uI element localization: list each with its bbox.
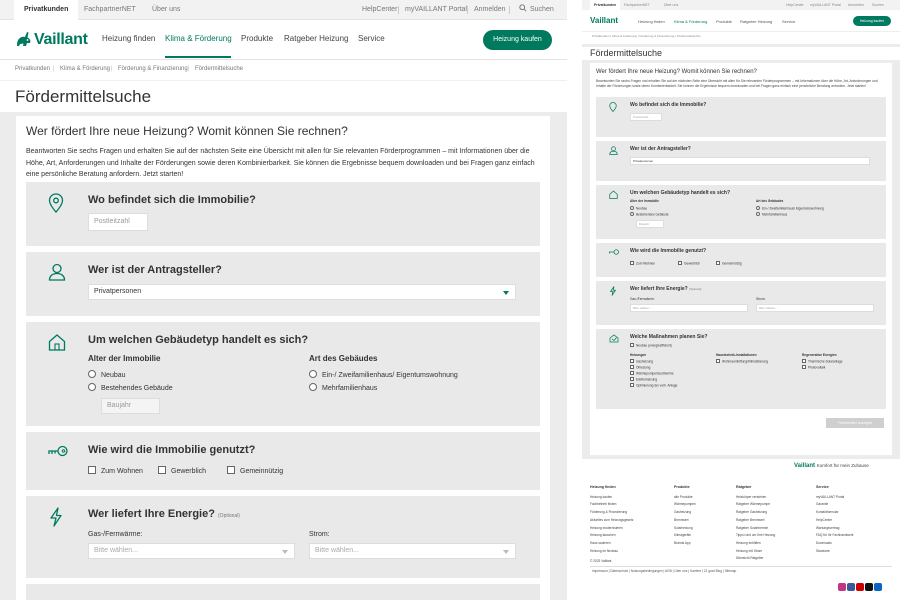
footer-link[interactable]: Haus sanieren [590, 540, 611, 545]
mini-section-usage [596, 243, 886, 277]
mini-age-label [630, 199, 659, 203]
nav-klima-foerderung[interactable]: Klima & Förderung [165, 34, 232, 43]
footer-link[interactable]: Fachbetrieb finden [590, 502, 617, 507]
mini-checkbox [630, 383, 634, 387]
breadcrumb-item[interactable]: Klima & Förderung [60, 66, 111, 72]
radio-mehrfamilienhaus[interactable] [309, 383, 377, 392]
checkbox-gewerblich[interactable] [158, 466, 206, 475]
mini-applicant-select[interactable]: Privatpersonen [630, 157, 870, 165]
footer-link[interactable]: HelpCenter [816, 517, 833, 522]
mini-radio-label: Bestehendes Gebäude [636, 212, 669, 217]
checkbox-box [227, 466, 235, 474]
footer-link[interactable]: Downloads [816, 540, 832, 545]
mini-year-input[interactable]: Baujahr [636, 220, 664, 228]
radio-circle [88, 370, 96, 378]
footer-link[interactable]: Brennwert [674, 517, 689, 522]
mini-heating-title [630, 353, 646, 357]
mini-radio-efh[interactable] [756, 206, 824, 211]
footer-column-title: Ratgeber [736, 485, 752, 489]
mini-nav-produkte[interactable]: Produkte [716, 19, 733, 24]
power-label: Strom: [309, 531, 330, 538]
mini-form-card [590, 63, 892, 455]
radio-circle [309, 383, 317, 391]
footer-link[interactable]: Aktuelles zum Heizungsgesetz [590, 517, 634, 522]
optional-tag: (Optional) [218, 513, 240, 519]
footer-column-title: Heizung finden [590, 485, 616, 489]
nav-heizung-finden[interactable]: Heizung finden [102, 34, 156, 43]
footer-legal-link[interactable]: Datenschutz [610, 569, 629, 573]
mini-form-intro: Beantworten Sie sechs Fragen und erhalten Sie auf der nächsten Seite eine Übersicht mit allen für Sie relevanten Förderprogrammen – mit Informationen über die Höhe, Art, Anforderungen und Inhalte der Förderungen sowie deren Kombinierbarkeit. Sie können die Ergebnisse bequem downloaden und bei Fragen ganz einfach eine persönliche Beratung anfordern. Jetzt starten! [596, 79, 878, 88]
mini-portal-link[interactable]: myVAILLANT Portal [810, 3, 841, 7]
footer-slogan-text: Komfort für mein Zuhause [816, 463, 869, 468]
divider [398, 6, 399, 14]
chevron-down-icon [503, 291, 509, 295]
mini-radio-circle [630, 206, 634, 210]
instagram-icon[interactable] [838, 583, 846, 591]
mini-checkbox [802, 365, 806, 369]
section-title [88, 508, 240, 520]
footer-legal-link[interactable]: Über uns [674, 569, 688, 573]
mini-lightning-icon [609, 286, 617, 296]
mini-radio-label: Ein-/ Zweifamilienhaus/ Eigentumswohnung [762, 206, 824, 211]
mini-check-measure[interactable] [802, 359, 843, 364]
mini-person-icon [609, 146, 618, 155]
mini-check-measure[interactable] [802, 365, 825, 370]
mini-radio-circle [756, 206, 760, 210]
building-type-label: Art des Gebäudes [309, 354, 378, 363]
mini-check-neubau[interactable] [630, 343, 672, 348]
section-title: Wo befindet sich die Immobilie? [88, 194, 256, 206]
search-label: Suchen [530, 6, 554, 13]
mini-radio-label: Mehrfamilienhaus [762, 212, 788, 217]
search-icon [519, 4, 527, 12]
footer-legal-link[interactable]: 21 grad Blog [703, 569, 722, 573]
mini-renewable-title [802, 353, 837, 357]
mini-check-label: Neubau (energieeffizient) [636, 343, 672, 348]
footer-column-title: Service [816, 485, 829, 489]
mini-section-measures [596, 329, 886, 409]
checkbox-label: Zum Wohnen [101, 468, 143, 475]
footer-link[interactable]: Ratgeber Brennwert [736, 517, 765, 522]
page-title: Fördermittelsuche [15, 87, 152, 106]
hare-logo-icon [14, 30, 34, 50]
mini-heizung-kaufen-button[interactable]: Heizung kaufen [853, 16, 891, 26]
footer-link[interactable]: Solarheizung [674, 525, 693, 530]
mini-check-label: Elektroheizung [636, 377, 658, 382]
mini-breadcrumb-item[interactable]: Förderung & Finanzierung [639, 34, 675, 38]
mini-type-label [756, 199, 783, 203]
mini-radio-circle [630, 212, 634, 216]
checkbox-gemeinnuetzig[interactable] [227, 466, 283, 475]
mini-check-measure[interactable] [630, 371, 674, 376]
mini-measures-icon [609, 334, 619, 343]
footer-link[interactable]: myVAILLANT Portal [816, 494, 845, 499]
mini-nav-ratgeber[interactable]: Ratgeber Heizung [740, 19, 773, 24]
mini-check-measure[interactable] [630, 365, 650, 370]
checkbox-label: Gewerblich [171, 468, 207, 475]
breadcrumb-separator: | [53, 66, 55, 72]
breadcrumb-item[interactable]: Förderung & Finanzierung [118, 66, 188, 72]
main-header [0, 20, 567, 60]
mini-tech-title [716, 353, 757, 357]
mini-check-measure[interactable] [630, 359, 653, 364]
youtube-icon[interactable] [856, 583, 864, 591]
mini-nav-klima-foerderung[interactable]: Klima & Förderung [674, 19, 708, 24]
footer-link[interactable]: Heizkörper verstehen [736, 494, 767, 499]
mini-radio-neubau[interactable] [630, 206, 647, 211]
breadcrumb-item[interactable]: Privatkunden [15, 66, 51, 72]
tab-privatkunden[interactable]: Privatkunden [14, 0, 78, 20]
mini-check-label: Gasheizung [636, 359, 654, 364]
mini-tab-privatkunden[interactable]: Privatkunden [590, 0, 620, 10]
mini-radio-circle [756, 212, 760, 216]
mini-checkbox [630, 371, 634, 375]
mini-title-bar [582, 47, 900, 60]
mini-login-link[interactable]: Anmelden [848, 3, 864, 7]
mini-checkbox [630, 359, 634, 363]
nav-ratgeber-heizung[interactable]: Ratgeber Heizung [284, 34, 349, 43]
footer-link[interactable]: Klimageräte [674, 533, 692, 538]
mini-tab-fachpartnernet[interactable]: FachpartnerNET [624, 3, 650, 7]
mini-vaillant-logo[interactable]: Vaillant [590, 16, 619, 25]
mini-section-title: Um welchen Gebäudetyp handelt es sich? [630, 190, 731, 196]
mini-checkbox [678, 261, 682, 265]
footer-link[interactable]: FAQ für Ihr Fachhandwerk [816, 533, 854, 538]
divider [467, 6, 468, 14]
footer-link[interactable]: Ratgeber Solarthermie [736, 525, 769, 530]
mini-location-icon [609, 102, 617, 112]
breadcrumb-separator: | [111, 66, 113, 72]
footer-link[interactable]: Ratgeber Gasheizung [736, 510, 768, 515]
footer-link[interactable]: Heizung kaufen [590, 494, 613, 499]
mini-check-label: Wohnraumlüftung/Klimatisierung [722, 359, 769, 364]
mini-key-icon [609, 249, 619, 255]
person-icon [48, 263, 66, 281]
mini-house-icon [609, 190, 618, 199]
mini-checkbox [630, 343, 634, 347]
mini-top-bar [582, 0, 900, 10]
mini-section-title: Welche Maßnahmen planen Sie? [630, 334, 708, 340]
linkedin-icon[interactable] [874, 583, 882, 591]
mini-breadcrumb: Privatkunden | Klima & Förderung | Förderung & Finanzierung | Fördermittelsuche [592, 34, 701, 38]
mini-breadcrumb-item[interactable]: Klima & Förderung [611, 34, 637, 38]
applicant-select[interactable] [88, 284, 516, 300]
mini-checkbox [630, 261, 634, 265]
mini-nav-heizung-finden[interactable]: Heizung finden [638, 19, 665, 24]
tab-ueber-uns[interactable]: Über uns [152, 6, 181, 13]
location-pin-icon [48, 193, 64, 213]
footer-link[interactable]: Heizung mit Strom [736, 548, 763, 553]
helpcenter-link[interactable]: HelpCenter [362, 6, 398, 13]
mini-gas-select[interactable]: Bitte wählen... [630, 304, 748, 312]
section-usage [26, 432, 540, 490]
social-links [838, 578, 883, 596]
footer-brand: Vaillant [794, 463, 816, 469]
section-title: Wie wird die Immobilie genutzt? [88, 444, 256, 456]
power-supplier-placeholder: Bitte wählen... [315, 547, 359, 554]
section-title-text: Wer liefert Ihre Energie? [88, 508, 215, 520]
mini-check-measure[interactable] [716, 359, 768, 364]
form-intro: Beantworten Sie sechs Fragen und erhalten Sie auf der nächsten Seite eine Übersicht mit allen für Sie relevanten Förderprogrammen – mit Informationen über die Höhe, Art, Anforderungen und Inhalte der Förderungen sowie deren Kombinierbarkeit. Sie können die Ergebnisse bequem downloaden und bei Fragen ganz einfach eine persönliche Beratung anfordern. Jetzt starten! [26, 148, 535, 178]
footer-link[interactable]: alle Produkte [674, 494, 693, 499]
footer-link[interactable]: Förderung & Finanzierung [590, 510, 628, 515]
mini-check-measure[interactable] [630, 383, 677, 388]
building-age-label: Alter der Immobilie [88, 354, 161, 363]
applicant-select-value: Privatpersonen [94, 288, 142, 295]
mini-check-label: Ölheizung [636, 365, 651, 370]
mini-renewable-title-text: Regenerative Energien [802, 353, 837, 357]
mini-checkbox [802, 359, 806, 363]
footer-column [736, 484, 775, 563]
mini-power-label: Strom: [756, 297, 766, 301]
mini-nav-service[interactable]: Service [782, 19, 796, 24]
top-utility-bar [0, 0, 567, 20]
mini-check-label: Gemeinnützig [722, 261, 742, 266]
mini-section-building [596, 185, 886, 239]
heizung-kaufen-button[interactable]: Heizung kaufen [483, 30, 552, 50]
section-measures-partial [26, 584, 540, 600]
myvaillant-portal-link[interactable]: myVAILLANT Portal [405, 6, 467, 13]
footer-link[interactable]: Standorte [816, 548, 830, 553]
section-building-type [26, 322, 540, 426]
radio-neubau[interactable] [88, 370, 126, 379]
mini-check-gemeinnuetzig[interactable] [716, 261, 742, 266]
mini-check-label: Gewerblich [684, 261, 700, 266]
footer-legal-links: Impressum | Datenschutz | Nutzungsbedingungen | AGB | Über uns | Karriere | 21 grad Blog | Sitemap [592, 569, 737, 573]
mini-postal-input[interactable]: Postleitzahl [630, 113, 662, 121]
mini-page-title: Fördermittelsuche [590, 48, 663, 58]
section-energy-supplier [26, 496, 540, 578]
mini-check-label: Wärmepumpe/Geothermie [636, 371, 674, 376]
footer-legal-link[interactable]: Karriere [689, 569, 702, 573]
divider [509, 6, 510, 14]
footer-legal-link[interactable]: Nutzungsbedingungen [630, 569, 663, 573]
radio-label: Bestehendes Gebäude [101, 385, 173, 392]
gas-supplier-placeholder: Bitte wählen... [94, 547, 138, 554]
facebook-icon[interactable] [847, 583, 855, 591]
mini-section-title-text: Wer liefert Ihre Energie? [630, 286, 688, 292]
gas-supplier-select[interactable] [88, 543, 295, 559]
chevron-down-icon [282, 550, 288, 554]
show-funding-button[interactable]: Fördermittel anzeigen [826, 418, 884, 428]
footer-link[interactable]: Übersicht Ratgeber [736, 556, 764, 561]
mini-tab-ueber-uns[interactable]: Über uns [664, 3, 679, 7]
search-button[interactable] [519, 0, 554, 20]
footer-link[interactable]: Wärmepumpen [674, 502, 696, 507]
key-icon [48, 445, 68, 457]
breadcrumb [0, 60, 567, 80]
mini-breadcrumb-item[interactable]: Privatkunden [592, 34, 610, 38]
footer-link[interactable]: Kontaktformular [816, 510, 839, 515]
power-supplier-select[interactable] [309, 543, 516, 559]
tab-fachpartnernet[interactable]: FachpartnerNET [84, 6, 136, 13]
breadcrumb-separator: | [188, 66, 190, 72]
mini-section-title: Wie wird die Immobilie genutzt? [630, 248, 707, 254]
footer-link[interactable]: Heizung im Neubau [590, 548, 618, 553]
radio-label: Neubau [101, 372, 126, 379]
radio-label: Ein-/ Zweifamilienhaus/ Eigentumswohnung [322, 372, 458, 379]
x-icon[interactable] [865, 583, 873, 591]
mini-check-label: Thermische Solaranlage [808, 359, 843, 364]
brand-wordmark: Vaillant [34, 31, 88, 48]
radio-bestehendes-gebaeude[interactable] [88, 383, 173, 392]
mini-search-link[interactable]: Suchen [872, 3, 884, 7]
footer-link[interactable]: Heizung entlüften [736, 540, 761, 545]
breadcrumb-current: Fördermittelsuche [195, 66, 244, 72]
postal-code-input[interactable]: Postleitzahl [88, 213, 148, 231]
lightning-icon [48, 507, 64, 527]
radio-circle [88, 383, 96, 391]
footer-legal-link[interactable]: AGB [665, 569, 672, 573]
footer-link[interactable]: Garantie [816, 502, 829, 507]
footer-link[interactable]: Heizung modernisieren [590, 525, 623, 530]
footer-link[interactable]: Heizung tauschen [590, 533, 616, 538]
mini-form-heading: Wer fördert Ihre neue Heizung? Womit können Sie rechnen? [596, 69, 757, 75]
nav-service[interactable]: Service [358, 34, 385, 43]
nav-produkte[interactable]: Produkte [241, 34, 274, 43]
footer-legal-link[interactable]: Impressum [592, 569, 608, 573]
radio-circle [309, 370, 317, 378]
mini-radio-label: Neubau [636, 206, 648, 211]
mini-radio-bestehend[interactable] [630, 212, 669, 217]
footer-divider [590, 566, 892, 567]
footer-column [816, 484, 853, 555]
mini-optional-tag: (Optional) [689, 287, 702, 291]
form-heading: Wer fördert Ihre neue Heizung? Womit können Sie rechnen? [26, 124, 348, 138]
footer-link[interactable]: Brands App [674, 540, 691, 545]
section-applicant [26, 252, 540, 316]
mini-section-title [630, 286, 701, 292]
mini-checkbox [716, 261, 720, 265]
footer-link[interactable]: Gasheizung [674, 510, 692, 515]
footer-column-title: Produkte [674, 485, 690, 489]
mini-check-label: Optimierung der vorh. Anlage [636, 383, 678, 388]
mini-section-location [596, 97, 886, 137]
checkbox-box [88, 466, 96, 474]
radio-einfamilienhaus[interactable] [309, 370, 458, 379]
mini-section-title: Wo befindet sich die Immobilie? [630, 102, 707, 108]
chevron-down-icon [503, 550, 509, 554]
copyright: © 2023 Vaillant [590, 559, 612, 564]
footer-legal-link[interactable]: Sitemap [724, 569, 737, 573]
checkbox-zum-wohnen[interactable] [88, 466, 143, 475]
mini-section-energy [596, 281, 886, 325]
checkbox-label: Gemeinnützig [240, 468, 284, 475]
mini-checkbox [716, 359, 720, 363]
footer-column [590, 484, 633, 566]
mini-header [582, 10, 900, 32]
section-title: Wer ist der Antragsteller? [88, 264, 222, 276]
house-icon [48, 333, 66, 351]
footer-slogan [794, 463, 869, 469]
mini-helpcenter-link[interactable]: HelpCenter [786, 3, 804, 7]
mini-gas-label: Gas-/Fernwärme: [630, 297, 655, 301]
checkbox-box [158, 466, 166, 474]
mini-age-label-text: Alter der Immobilie [630, 199, 659, 203]
footer-link[interactable]: Ratgeber Wärmepumpe [736, 502, 771, 507]
mini-section-title: Wer ist der Antragsteller? [630, 146, 691, 152]
footer-column [674, 484, 696, 548]
radio-label: Mehrfamilienhaus [322, 385, 378, 392]
gas-heat-label: Gas-/Fernwärme: [88, 531, 143, 538]
full-page-overview [582, 0, 900, 600]
mini-power-select[interactable]: Bitte wählen... [756, 304, 874, 312]
funding-search-form [16, 116, 550, 600]
mini-tech-title-text: Haustechnik-Installationen [716, 353, 757, 357]
mini-check-label: Zum Wohnen [636, 261, 656, 266]
footer-link[interactable]: Tipps rund um Ihre Heizung [736, 533, 776, 538]
login-link[interactable]: Anmelden [474, 6, 506, 13]
mini-heating-title-text: Heizungen [630, 353, 647, 357]
mini-type-label-text: Art des Gebäudes [756, 199, 784, 203]
page-title-bar [0, 80, 567, 112]
mini-checkbox [630, 377, 634, 381]
mini-check-gewerblich[interactable] [678, 261, 700, 266]
mini-section-applicant [596, 141, 886, 181]
mini-radio-mfh[interactable] [756, 212, 787, 217]
mini-breadcrumb-current: Fördermittelsuche [676, 34, 701, 38]
mini-checkbox [630, 365, 634, 369]
construction-year-input[interactable]: Baujahr [101, 398, 160, 414]
section-location [26, 182, 540, 246]
mini-check-measure[interactable] [630, 377, 657, 382]
active-nav-underline [165, 56, 231, 58]
mini-check-label: Photovoltaik [808, 365, 826, 370]
footer-link[interactable]: Wartungsvertrag [816, 525, 840, 530]
mini-check-wohnen[interactable] [630, 261, 655, 266]
section-title: Um welchen Gebäudetyp handelt es sich? [88, 334, 309, 346]
